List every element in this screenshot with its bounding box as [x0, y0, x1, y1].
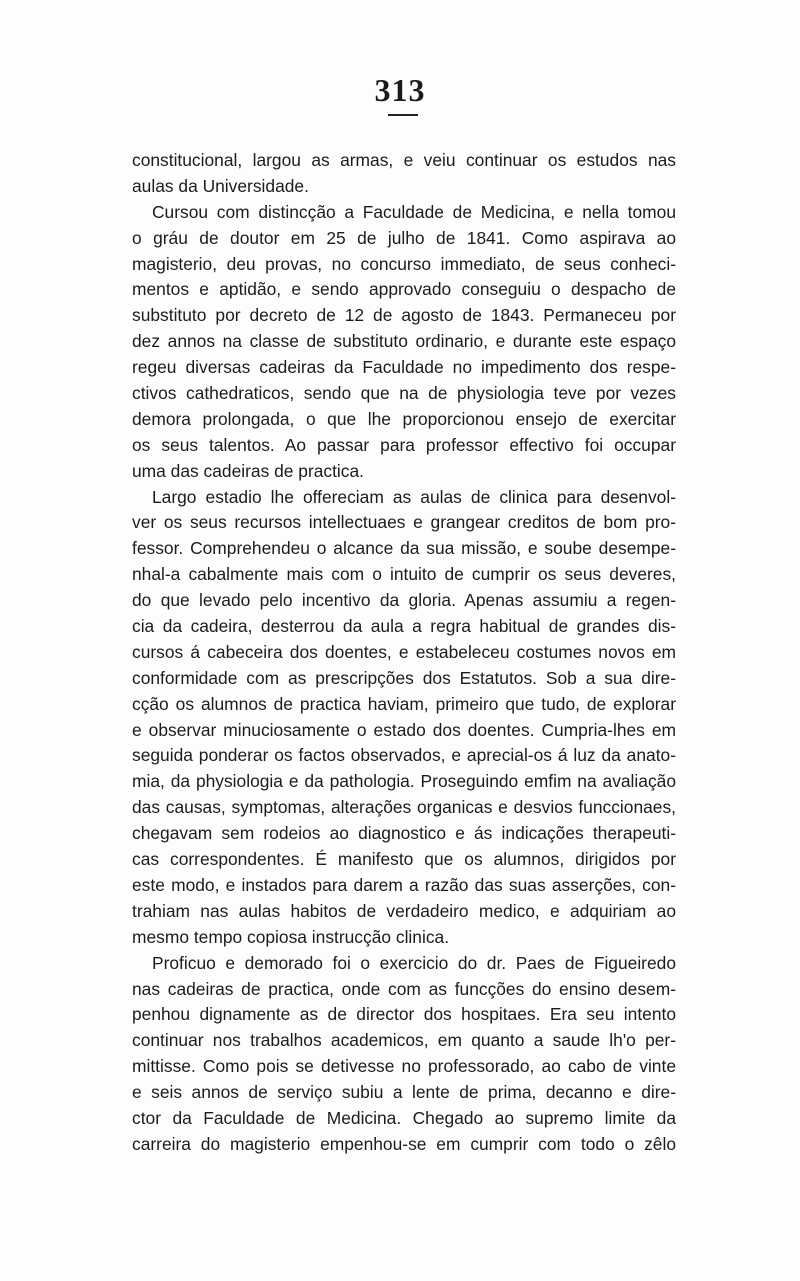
- text-line: constitucional, largou as armas, e veiu continuar os estudos nas: [132, 150, 676, 170]
- text-line: cção os alumnos de practica haviam, primeiro que tudo, de explorar: [132, 693, 676, 714]
- text-line: o gráu de doutor em 25 de julho de 1841. Como aspirava ao: [132, 227, 676, 248]
- text-line: mittisse. Como pois se detivesse no professorado, ao cabo de vinte: [132, 1056, 676, 1077]
- text-line: carreira do magisterio empenhou-se em cumprir com todo o zêlo: [132, 1133, 676, 1154]
- text-line: cas correspondentes. É manifesto que os alumnos, dirigidos por: [132, 849, 676, 870]
- text-line: Largo estadio lhe offereciam as aulas de clinica para desenvol-: [152, 486, 676, 507]
- text-line: nas cadeiras de practica, onde com as funcções do ensino desem-: [132, 978, 676, 999]
- text-line: os seus talentos. Ao passar para professor effectivo foi occupar: [132, 434, 676, 455]
- text-line: cia da cadeira, desterrou da aula a regra habitual de grandes dis-: [132, 616, 676, 637]
- text-line: demora prolongada, o que lhe proporcionou ensejo de exercitar: [132, 408, 676, 429]
- text-line: ctivos cathedraticos, sendo que na de physiologia teve por vezes: [132, 383, 676, 404]
- text-line: aulas da Universidade.: [132, 175, 309, 196]
- text-line: cursos á cabeceira dos doentes, e estabeleceu costumes novos em: [132, 641, 676, 662]
- text-line: ctor da Faculdade de Medicina. Chegado ao supremo limite da: [132, 1107, 676, 1128]
- text-line: continuar nos trabalhos academicos, em quanto a saude lh'o per-: [132, 1030, 676, 1051]
- text-line: e observar minuciosamente o estado dos doentes. Cumpria-lhes em: [132, 719, 676, 740]
- text-line: uma das cadeiras de practica.: [132, 460, 364, 481]
- text-line: chegavam sem rodeios ao diagnostico e ás indicações therapeuti-: [132, 823, 676, 844]
- text-line: mentos e aptidão, e sendo approvado conseguiu o despacho de: [132, 279, 676, 300]
- text-line: regeu diversas cadeiras da Faculdade no impedimento dos respe-: [132, 357, 676, 378]
- text-line: Proficuo e demorado foi o exercicio do dr. Paes de Figueiredo: [152, 952, 676, 973]
- body-text: [132, 148, 676, 1158]
- text-line: substituto por decreto de 12 de agosto de 1843. Permaneceu por: [132, 305, 676, 326]
- text-line: mesmo tempo copiosa instrucção clinica.: [132, 926, 450, 947]
- text-line: das causas, symptomas, alterações organicas e desvios funccionaes,: [132, 797, 676, 818]
- text-line: seguida ponderar os factos observados, e aprecial-os á luz da anato-: [132, 745, 676, 766]
- text-line: e seis annos de serviço subiu a lente de prima, decanno e dire-: [132, 1082, 676, 1103]
- text-line: mia, da physiologia e da pathologia. Proseguindo emfim na avaliação: [132, 771, 676, 792]
- text-line: magisterio, deu provas, no concurso immediato, de seus conheci-: [132, 253, 676, 274]
- page-number: 313: [374, 72, 426, 108]
- text-line: este modo, e instados para darem a razão das suas asserções, con-: [132, 874, 676, 895]
- text-line: ver os seus recursos intellectuaes e grangear creditos de bom pro-: [132, 512, 676, 533]
- text-line: dez annos na classe de substituto ordinario, e durante este espaço: [132, 331, 676, 352]
- text-line: conformidade com as prescripções dos Estatutos. Sob a sua dire-: [132, 667, 676, 688]
- text-line: do que levado pelo incentivo da gloria. Apenas assumiu a regen-: [132, 590, 676, 611]
- text-line: Cursou com distincção a Faculdade de Medicina, e nella tomou: [152, 201, 676, 222]
- text-line: trahiam nas aulas habitos de verdadeiro medico, e adquiriam ao: [132, 900, 676, 921]
- page-number-underline: [388, 114, 418, 116]
- text-line: penhou dignamente as de director dos hospitaes. Era seu intento: [132, 1004, 676, 1025]
- text-line: nhal-a cabalmente mais com o intuito de cumprir os seus deveres,: [132, 564, 676, 585]
- text-line: fessor. Comprehendeu o alcance da sua missão, e soube desempe-: [132, 538, 676, 559]
